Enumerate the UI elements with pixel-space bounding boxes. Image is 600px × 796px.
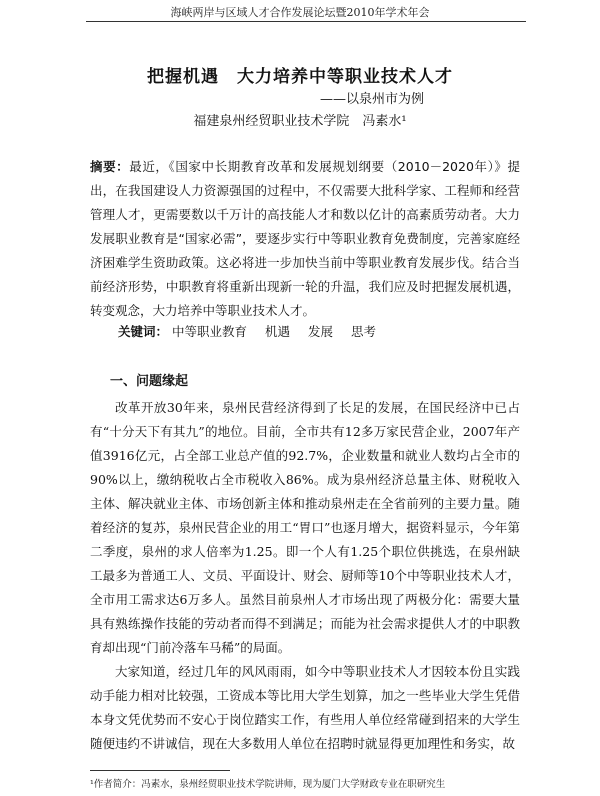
abstract-text: 最近，《国家中长期教育改革和发展规划纲要（2010－2020年）》提出，在我国建设人力资源强国的过程中，不仅需要大批科学家、工程师和经营管理人才，更需要数以千万计的高技能人才和数以亿计的高素质劳动者。大力发展职业教育是“国家必需”，要逐步实行中等职业教育免费制度，完善家庭经济困难学生资助政策。这必将进一步加快当前中等职业教育发展步伐。结合当前经济形势，中职教育将重新出现新一轮的升温，我们应及时把握发展机遇，转变观念，大力培养中等职业技术人才。 <box>90 159 520 318</box>
keyword: 中等职业教育 <box>172 324 248 339</box>
paper-subtitle: ——以泉州市为例 <box>320 92 425 107</box>
abstract-label: 摘要： <box>90 159 130 174</box>
paragraph: 改革开放30年来，泉州民营经济得到了长足的发展，在国民经济中已占有“十分天下有其九”的地位。目前，全市共有12多万家民营企业，2007年产值3916亿元，占全部工业总产值的92.7%，企业数量和就业人数均占全市的90%以上，缴纳税收占全市税收入86%。成为泉州经济总量主体、财税收入主体、解决就业主体、市场创新主体和推动泉州走在全省前列的主要力量。随着经济的复苏，泉州民营企业的用工“胃口”也逐月增大，据资料显示，今年第二季度，泉州的求人倍率为1.25。即一个人有1.25个职位供挑选，在泉州缺工最多为普通工人、文员、平面设计、财会、厨师等10个中等职业技术人才，全市用工需求达6万多人。虽然目前泉州人才市场出现了两极分化：需要大量具有熟练操作技能的劳动者而得不到满足；而能为社会需求提供人才的中职教育却出现“门前冷落车马稀”的局面。 <box>90 400 520 655</box>
footnote: ¹作者简介：冯素水，泉州经贸职业技术学院讲师，现为厦门大学财政专业在职研究生 <box>90 779 446 790</box>
keywords <box>118 322 390 340</box>
keyword: 思考 <box>351 324 377 339</box>
body-text <box>90 396 520 756</box>
paragraph: 大家知道，经过几年的风风雨雨，如今中等职业技术人才因较本份且实践动手能力相对比较强，工资成本等比用大学生划算，加之一些毕业大学生凭借本身文凭优势而不安心于岗位踏实工作，有些用人单位经常碰到招来的大学生随便违约不讲诚信，现在大多数用人单位在招聘时就显得更加理性和务实，故 <box>90 664 520 751</box>
author-affiliation: 福建泉州经贸职业技术学院 冯素水¹ <box>193 114 407 129</box>
abstract <box>90 155 520 323</box>
header-divider <box>86 21 526 22</box>
keywords-label: 关键词： <box>118 324 169 339</box>
footnote-divider <box>90 770 230 771</box>
keyword: 发展 <box>308 324 334 339</box>
section-heading: 一、问题缘起 <box>110 374 189 389</box>
keyword: 机遇 <box>265 324 291 339</box>
paper-title: 把握机遇 大力培养中等职业技术人才 <box>147 67 453 87</box>
running-header: 海峡两岸与区域人才合作发展论坛暨2010年学术年会 <box>170 6 430 19</box>
